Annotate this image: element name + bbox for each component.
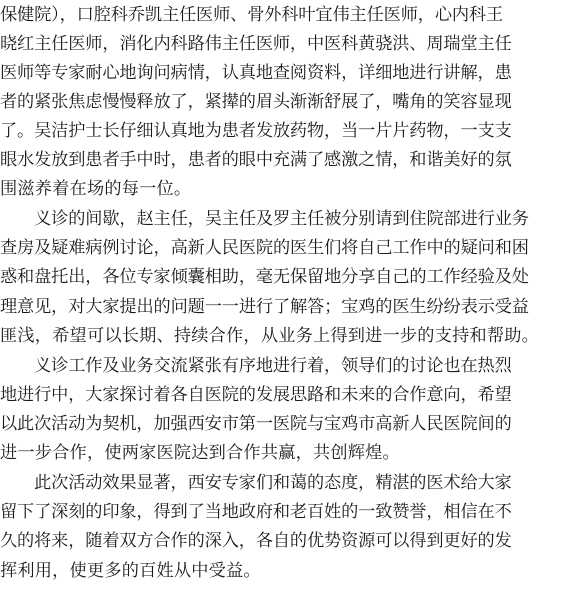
- text-line: 进一步合作，使两家医院达到合作共赢，共创辉煌。: [0, 443, 400, 463]
- text-line: 理意见，对大家提出的问题一一进行了解答；宝鸡的医生纷纷表示受益: [0, 297, 529, 317]
- text-line: 保健院），口腔科乔凯主任医师、骨外科叶宜伟主任医师，心内科王: [0, 5, 504, 25]
- text-line: 此次活动效果显著，西安专家们和蔼的态度，精湛的医术给大家: [0, 473, 512, 493]
- text-line: 久的将来，随着双方合作的深入，各自的优势资源可以得到更好的发: [0, 531, 512, 551]
- text-line: 查房及疑难病例讨论，高新人民医院的医生们将自己工作中的疑问和困: [0, 238, 529, 258]
- text-line: 以此次活动为契机，加强西安市第一医院与宝鸡市高新人民医院间的: [0, 414, 512, 434]
- text-line: 惑和盘托出，各位专家倾囊相助，毫无保留地分享自己的工作经验及处: [0, 267, 529, 287]
- text-line: 晓红主任医师，消化内科路伟主任医师，中医科黄骁洪、周瑞堂主任: [0, 34, 512, 54]
- text-line: 挥利用，使更多的百姓从中受益。: [0, 561, 261, 581]
- text-line: 医师等专家耐心地询问病情，认真地查阅资料，详细地进行讲解，患: [0, 63, 512, 83]
- text-line: 眼水发放到患者手中时，患者的眼中充满了感激之情，和谐美好的氛: [0, 150, 512, 170]
- text-line: 义诊工作及业务交流紧张有序地进行着，领导们的讨论也在热烈: [0, 356, 512, 376]
- text-line: 留下了深刻的印象，得到了当地政府和老百姓的一致赞誉，相信在不: [0, 502, 512, 522]
- text-line: 了。吴洁护士长仔细认真地为患者发放药物，当一片片药物，一支支: [0, 121, 512, 141]
- text-line: 义诊的间歇，赵主任，吴主任及罗主任被分别请到住院部进行业务: [0, 209, 529, 229]
- text-line: 地进行中，大家探讨着各自医院的发展思路和未来的合作意向，希望: [0, 385, 512, 405]
- text-line: 围滋养着在场的每一位。: [0, 179, 192, 199]
- text-line: 匪浅，希望可以长期、持续合作，从业务上得到进一步的支持和帮助。: [0, 326, 540, 346]
- text-line: 者的紧张焦虑慢慢释放了，紧撵的眉头渐渐舒展了，嘴角的笑容显现: [0, 92, 512, 112]
